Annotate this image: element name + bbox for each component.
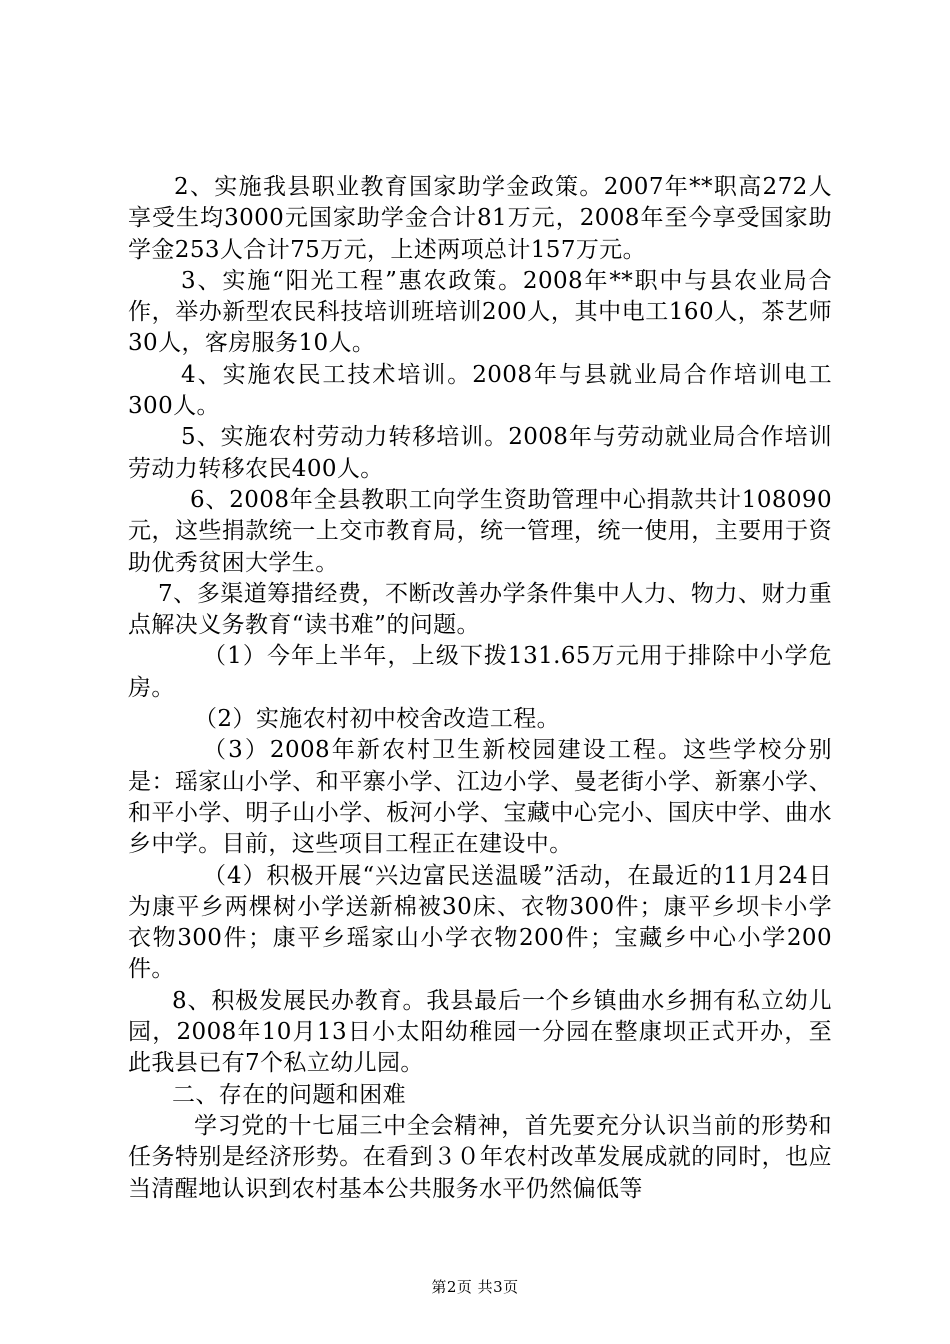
paragraph-funding-channels: 7、多渠道筹措经费，不断改善办学条件集中人力、物力、财力重点解决义务教育“读书难”的问题。: [128, 580, 832, 639]
paragraph-private-education: 8、积极发展民办教育。我县最后一个乡镇曲水乡拥有私立幼儿园，2008年10月13日小太阳幼稚园一分园在整康坝正式开办，至此我县已有7个私立幼儿园。: [128, 987, 832, 1077]
paragraph-item-3: （3）2008年新农村卫生新校园建设工程。这些学校分别是：瑶家山小学、和平寨小学、江边小学、曼老街小学、新寨小学、和平小学、明子山小学、板河小学、宝藏中心完小、国庆中学、曲水乡中学。目前，这些项目工程正在建设中。: [128, 737, 832, 858]
document-body: [128, 172, 832, 1205]
section-heading-problems: 二、存在的问题和困难: [172, 1081, 406, 1108]
page-footer: 第2页 共3页: [431, 1278, 519, 1296]
paragraph-migrant-worker-training: 4、实施农民工技术培训。2008年与县就业局合作培训电工300人。: [128, 361, 832, 420]
paragraph-item-1: （1）今年上半年，上级下拨131.65万元用于排除中小学危房。: [128, 643, 832, 701]
paragraph-scholarship: 2、实施我县职业教育国家助学金政策。2007年**职高272人享受生均3000元国家助学金合计81万元，2008年至今享受国家助学金253人合计75万元，上述两项总计157万元。: [128, 174, 832, 263]
paragraph-party-spirit: 学习党的十七届三中全会精神，首先要充分认识当前的形势和任务特别是经济形势。在看到３０年农村改革发展成就的同时，也应当清醒地认识到农村基本公共服务水平仍然偏低等: [128, 1112, 832, 1202]
paragraph-sunshine-project: 3、实施“阳光工程”惠农政策。2008年**职中与县农业局合作，举办新型农民科技培训班培训200人，其中电工160人，茶艺师30人，客房服务10人。: [128, 267, 832, 357]
paragraph-labor-transfer-training: 5、实施农村劳动力转移培训。2008年与劳动就业局合作培训劳动力转移农民400人。: [128, 424, 832, 482]
paragraph-item-2: （2）实施农村初中校舍改造工程。: [194, 706, 561, 733]
paragraph-item-4: （4）积极开展“兴边富民送温暖”活动，在最近的11月24日为康平乡两棵树小学送新棉被30床、衣物300件；康平乡坝卡小学衣物300件；康平乡瑶家山小学衣物200件；宝藏乡中心小学200件。: [128, 862, 832, 983]
paragraph-staff-donation: 6、2008年全县教职工向学生资助管理中心捐款共计108090元，这些捐款统一上交市教育局，统一管理，统一使用，主要用于资助优秀贫困大学生。: [128, 486, 832, 576]
